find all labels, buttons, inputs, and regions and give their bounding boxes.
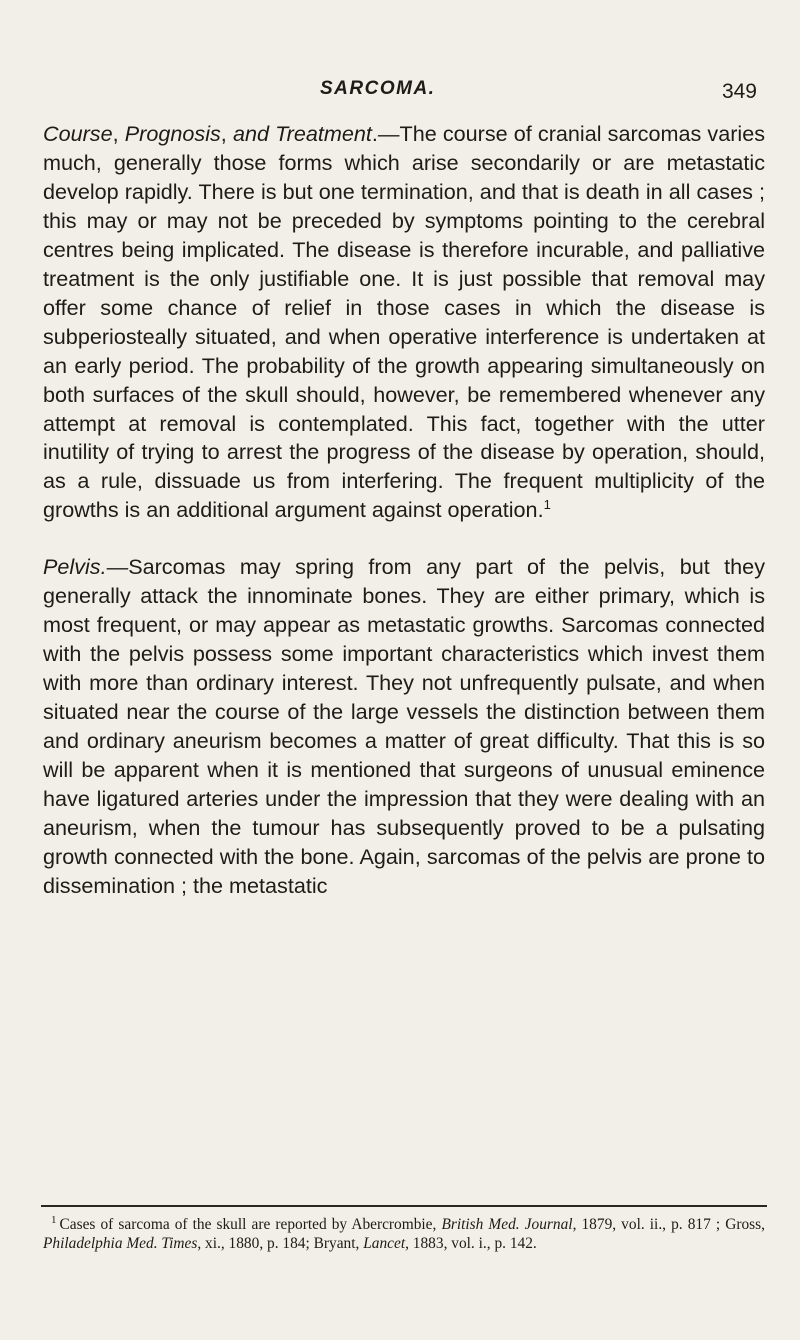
journal-title: Philadelphia Med. Times bbox=[43, 1234, 198, 1252]
section-heading-pelvis: Pelvis. bbox=[43, 554, 107, 580]
section-heading-course: Course, Prognosis, and Treatment. bbox=[43, 121, 378, 146]
paragraph-pelvis: Pelvis.—Sarcomas may spring from any part of the pelvis, but they generally attack the innominate bones. They are either primary, which is most frequent, or may appear as metastatic growths. Sarcomas connected with the pelvis possess some important characteristics which invest them with more than ordinary interest. They not unfrequently pulsate, and when situated near the course of the large vessels the distinction between them and ordinary aneurism becomes a matter of great difficulty. That this is so will be apparent when it is mentioned that surgeons of unusual eminence have ligatured arteries under the impression that they were dealing with an aneurism, when the tumour has subsequently proved to be a pulsating growth connected with the bone. Again, sarcomas of the pelvis are prone to dissemination ; the metastatic bbox=[43, 554, 765, 898]
paragraph-text: Sarcomas may spring from any part of the pelvis, but they generally attack the innominate bones. They are either primary, which is most frequent, or may appear as metastatic growths. Sarcomas connected with the pelvis possess some important characteristics which invest them with more than ordinary interest. They not unfrequently pulsate, and when situated near the course of the large vessels the distinction between them and ordinary aneurism becomes a matter of great difficulty. That this is so will be apparent when it is mentioned that surgeons of unusual eminence have ligatured arteries under the impression that they were dealing with an aneurism, when the tumour has subsequently proved to be a pulsating growth connected with the bone. Again, sarcomas of the pelvis are prone to dissemination ; the metastatic bbox=[43, 554, 765, 898]
page-number: 349 bbox=[721, 80, 757, 103]
body-text bbox=[43, 120, 765, 901]
running-head bbox=[0, 78, 800, 108]
journal-title: British Med. Journal bbox=[441, 1216, 573, 1233]
footnote-divider bbox=[41, 1205, 767, 1207]
journal-title: Lancet bbox=[363, 1234, 406, 1252]
footnote-reference: 1 bbox=[543, 497, 551, 513]
paragraph-text: The course of cranial sarcomas varies much, generally those forms which arise secondarily or are metastatic develop rapidly. There is but one termination, and that is death in all cases ; this may or may not be preceded by symptoms pointing to the cerebral centres being implicated. The disease is therefore incurable, and palliative treatment is the only justifiable one. It is just possible that removal may offer some chance of relief in those cases in which the disease is subperiosteally situated, and when operative interference is undertaken at an early period. The probability of the growth appearing simultaneously on both surfaces of the skull should, however, be remembered whenever any attempt at removal is contemplated. This fact, together with the utter inutility of trying to arrest the progress of the disease by operation, should, as a rule, dissuade us from interfering. The frequent multiplicity of the growths is an additional argument against operation. bbox=[43, 121, 766, 523]
paragraph-course: Course, Prognosis, and Treatment.—The course of cranial sarcomas varies much, generally those forms which arise secondarily or are metastatic develop rapidly. There is but one termination, and that is death in all cases ; this may or may not be preceded by symptoms pointing to the cerebral centres being implicated. The disease is therefore incurable, and palliative treatment is the only justifiable one. It is just possible that removal may offer some chance of relief in those cases in which the disease is subperiosteally situated, and when operative interference is undertaken at an early period. The probability of the growth appearing simultaneously on both surfaces of the skull should, however, be remembered whenever any attempt at removal is contemplated. This fact, together with the utter inutility of trying to arrest the progress of the disease by operation, should, as a rule, dissuade us from interfering. The frequent multiplicity of the growths is an additional argument against operation.$^1$ bbox=[43, 121, 766, 523]
footnote: $^1$ Cases of sarcoma of the skull are reported by Abercrombie, British Med. Journal, 1879, vol. ii., p. 817 ; Gross, Philadelphia Med. Times, xi., 1880, p. 184; Bryant, Lancet, 1883, vol. i., p. 142. bbox=[43, 1213, 765, 1252]
footnote-mark: 1 bbox=[51, 1213, 57, 1226]
running-title: SARCOMA. bbox=[320, 78, 436, 99]
